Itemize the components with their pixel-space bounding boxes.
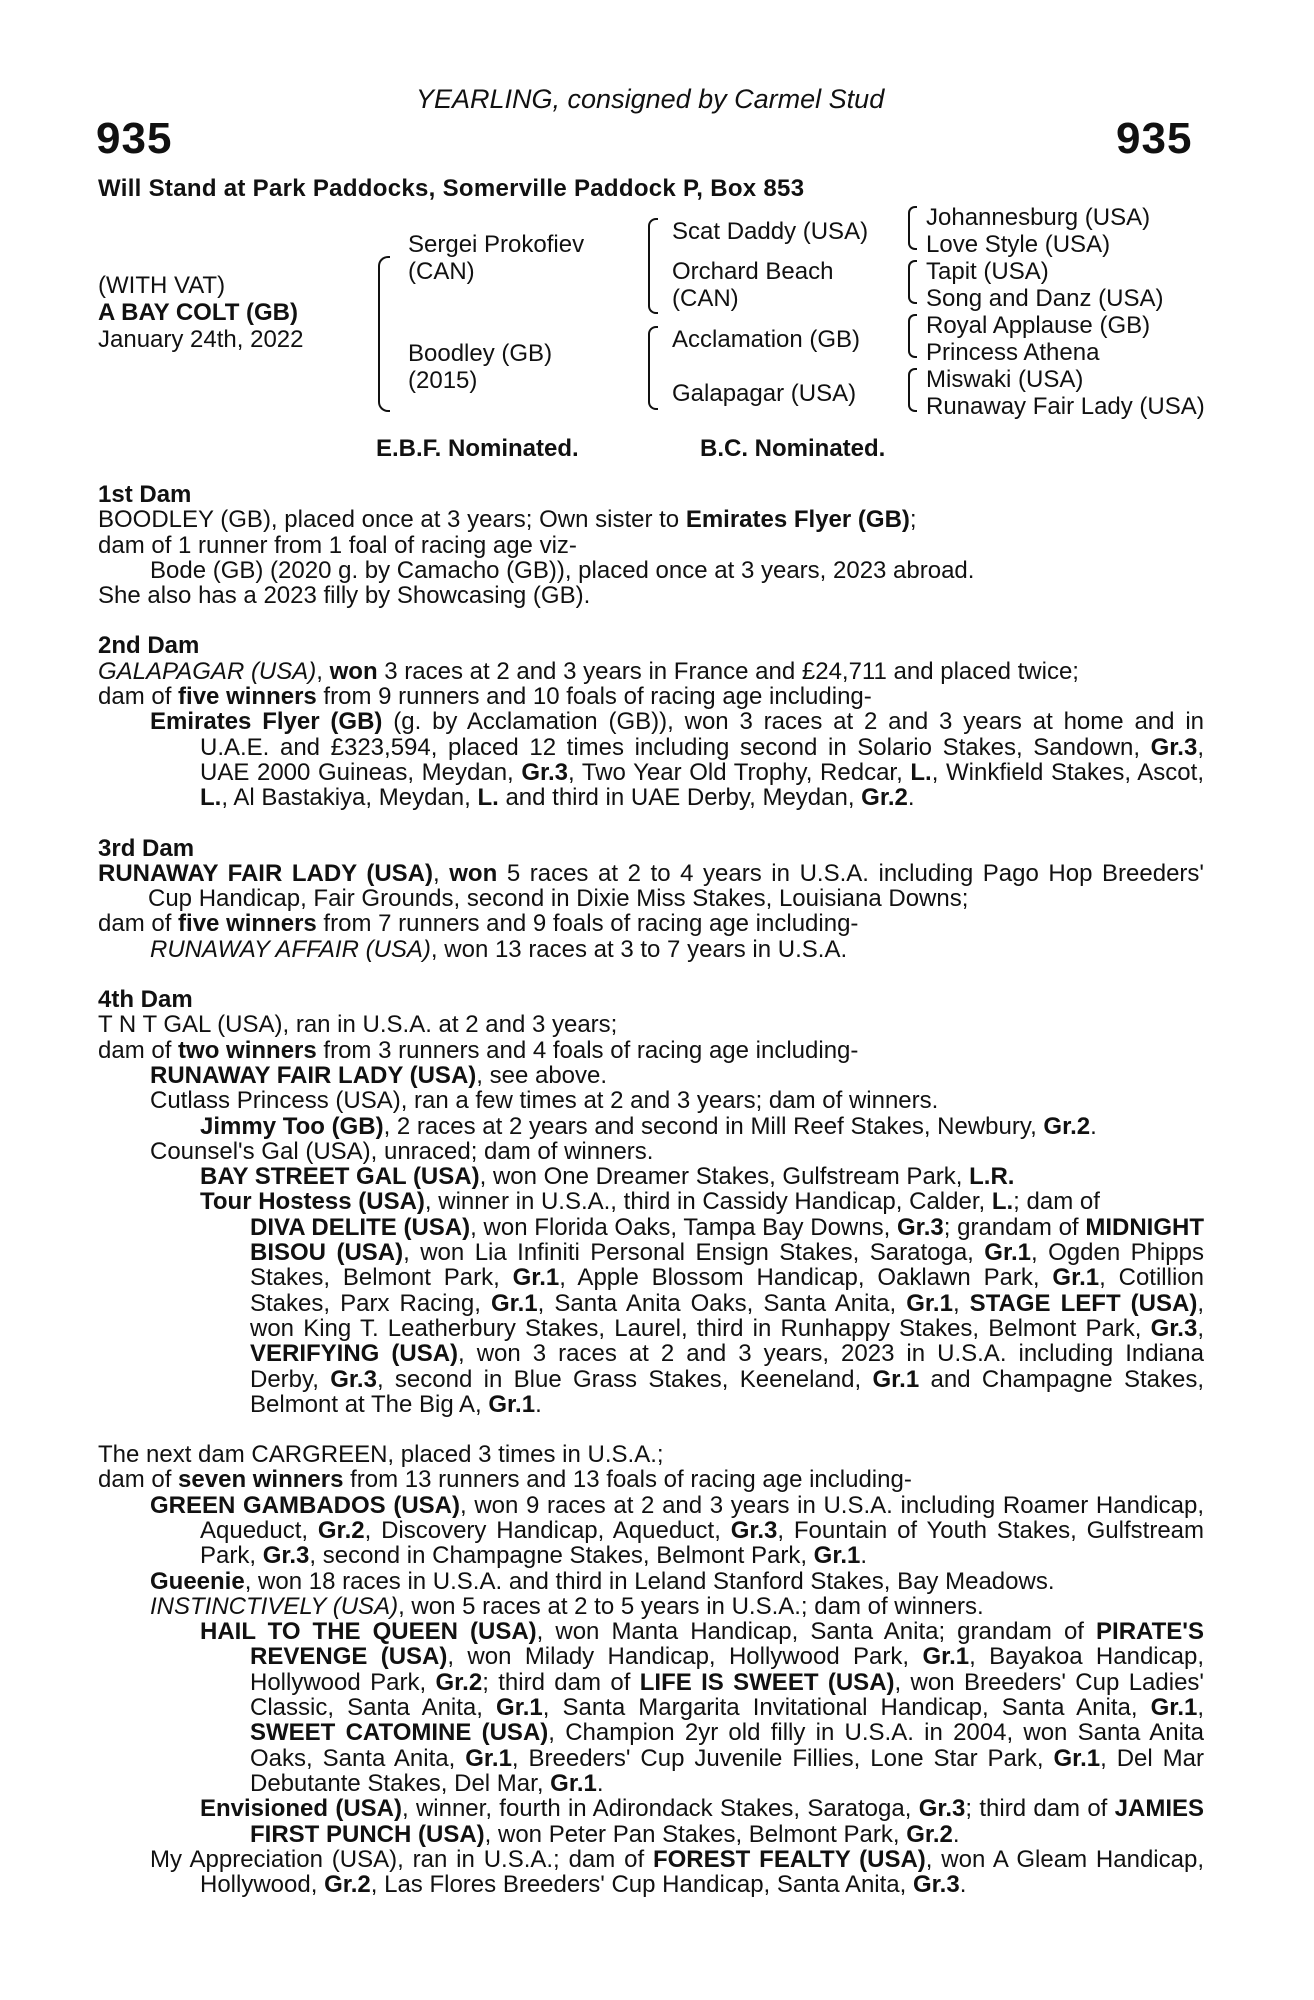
third-dam-heading: 3rd Dam (98, 834, 195, 862)
dam-year: (2015) (408, 367, 478, 394)
fourth-dam-progeny-1: RUNAWAY FAIR LADY (USA), see above. (150, 1061, 608, 1089)
fourth-dam-progeny-2: Cutlass Princess (USA), ran a few times at 2 and 3 years; dam of winners. (150, 1087, 939, 1115)
first-dam-note: She also has a 2023 filly by Showcasing (GB). (98, 582, 591, 610)
bc-nomination: B.C. Nominated. (700, 435, 886, 462)
ebf-nomination: E.B.F. Nominated. (376, 435, 579, 462)
dam-sire-sire: Royal Applause (GB) (926, 312, 1151, 339)
horse-name: A BAY COLT (GB) (98, 299, 299, 326)
sire-dam-name: Orchard Beach (672, 258, 834, 285)
sire-sire-sire: Johannesburg (USA) (926, 204, 1151, 231)
fourth-dam-heading: 4th Dam (98, 986, 193, 1014)
fourth-dam-grandprogeny-2: BAY STREET GAL (USA), won One Dreamer Stakes, Gulfstream Park, L.R. (200, 1163, 1015, 1191)
next-dam-grandprogeny-1: HAIL TO THE QUEEN (USA), won Manta Handicap, Santa Anita; grandam of PIRATE'S REVENGE (USA), won Milady Handicap, Hollywood Park, Gr.1, Bayakoa Handicap, Hollywood Park, Gr.2; third dam of LIFE IS SWEET (USA), won Breeders' Cup Ladies' Classic, Santa Anita, Gr.1, Santa Margarita Invitational Handicap, Santa Anita, Gr.1, SWEET CATOMINE (USA), Champion 2yr old filly in U.S.A. in 2004, won Santa Anita Oaks, Santa Anita, Gr.1, Breeders' Cup Juvenile Fillies, Lone Star Park, Gr.1, Del Mar Debutante Stakes, Del Mar, Gr.1. (200, 1618, 1205, 1797)
consignment-line: YEARLING, consigned by Carmel Stud (416, 84, 885, 114)
fourth-dam-produce-line: dam of two winners from 3 runners and 4 foals of racing age including- (98, 1036, 859, 1064)
dam-sire-dam: Princess Athena (926, 339, 1100, 366)
fourth-dam-descendants: DIVA DELITE (USA), won Florida Oaks, Tampa Bay Downs, Gr.3; grandam of MIDNIGHT BISOU (USA), won Lia Infiniti Personal Ensign Stakes, Saratoga, Gr.1, Ogden Phipps Stakes, Belmont Park, Gr.1, Apple Blossom Handicap, Oaklawn Park, Gr.1, Cotillion Stakes, Parx Racing, Gr.1, Santa Anita Oaks, Santa Anita, Gr.1, STAGE LEFT (USA), won King T. Leatherbury Stakes, Laurel, third in Runhappy Stakes, Belmont Park, Gr.3, VERIFYING (USA), won 3 races at 2 and 3 years, 2023 in U.S.A. including Indiana Derby, Gr.3, second in Blue Grass Stakes, Keeneland, Gr.1 and Champagne Stakes, Belmont at The Big A, Gr.1. (250, 1213, 1205, 1418)
next-dam-progeny-3: INSTINCTIVELY (USA), won 5 races at 2 to 5 years in U.S.A.; dam of winners. (150, 1592, 984, 1620)
vat-note: (WITH VAT) (98, 272, 226, 299)
second-dam-progeny: Emirates Flyer (GB) (g. by Acclamation (GB)), won 3 races at 2 and 3 years at home and in U.A.E. and £323,594, placed 12 times including second in Solario Stakes, Sandown, Gr.3, UAE 2000 Guineas, Meydan, Gr.3, Two Year Old Trophy, Redcar, L., Winkfield Stakes, Ascot, L., Al Bastakiya, Meydan, L. and third in UAE Derby, Meydan, Gr.2. (150, 708, 1205, 812)
fourth-dam-section (98, 987, 1204, 1417)
second-dam-produce-line: dam of five winners from 9 runners and 10 foals of racing age including- (98, 683, 872, 711)
sire-dam-sire: Tapit (USA) (926, 258, 1049, 285)
stand-location: Will Stand at Park Paddocks, Somerville Paddock P, Box 853 (98, 175, 805, 202)
sire-dam-dam: Song and Danz (USA) (926, 285, 1164, 312)
fourth-dam-grandprogeny-3: Tour Hostess (USA), winner in U.S.A., third in Cassidy Handicap, Calder, L.; dam of (200, 1188, 1100, 1216)
fourth-dam-progeny-3: Counsel's Gal (USA), unraced; dam of winners. (150, 1137, 654, 1165)
dam-dam: Galapagar (USA) (672, 380, 857, 407)
next-dam-grandprogeny-2: Envisioned (USA), winner, fourth in Adirondack Stakes, Saratoga, Gr.3; third dam of JAMIES FIRST PUNCH (USA), won Peter Pan Stakes, Belmont Park, Gr.2. (200, 1795, 1204, 1848)
next-dam-progeny-2: Gueenie, won 18 races in U.S.A. and third in Leland Stanford Stakes, Bay Meadows. (150, 1567, 1055, 1595)
dam-sire: Acclamation (GB) (672, 326, 861, 353)
pedigree-brace-sd (908, 260, 917, 304)
first-dam-foal: Bode (GB) (2020 g. by Camacho (GB)), placed once at 3 years, 2023 abroad. (150, 556, 975, 584)
next-dam-progeny-1: GREEN GAMBADOS (USA), won 9 races at 2 and 3 years in U.S.A. including Roamer Handicap, Aqueduct, Gr.2, Discovery Handicap, Aqueduct, Gr.3, Fountain of Youth Stakes, Gulfstream Park, Gr.3, second in Champagne Stakes, Belmont Park, Gr.1. (150, 1491, 1204, 1570)
pedigree-brace-main (378, 256, 390, 412)
next-dam-produce-line: dam of seven winners from 13 runners and 13 foals of racing age including- (98, 1466, 912, 1494)
pedigree-brace-ds (908, 314, 917, 358)
second-dam-section (98, 633, 1204, 810)
third-dam-produce-line: dam of five winners from 7 runners and 9 foals of racing age including- (98, 910, 859, 938)
first-dam-section (98, 482, 1204, 608)
pedigree-brace-dam (648, 326, 658, 410)
dam-dam-dam: Runaway Fair Lady (USA) (926, 393, 1205, 420)
dam-name: Boodley (GB) (408, 340, 553, 367)
pedigree-brace-dd (908, 368, 917, 412)
next-dam-line: The next dam CARGREEN, placed 3 times in U.S.A.; (98, 1441, 664, 1469)
family-notes (98, 482, 1204, 1897)
sire-sire: Scat Daddy (USA) (672, 218, 869, 245)
sire-dam-country: (CAN) (672, 285, 739, 312)
second-dam-heading: 2nd Dam (98, 632, 200, 660)
lot-number-right: 935 (1116, 114, 1193, 163)
second-dam-line: GALAPAGAR (USA), won 3 races at 2 and 3 years in France and £24,711 and placed twice; (98, 657, 1079, 685)
pedigree-brace-ss (908, 206, 917, 250)
foaling-date: January 24th, 2022 (98, 326, 304, 353)
third-dam-progeny: RUNAWAY AFFAIR (USA), won 13 races at 3 to 7 years in U.S.A. (150, 935, 848, 963)
first-dam-produce-line: dam of 1 runner from 1 foal of racing age viz- (98, 531, 577, 559)
third-dam-line: RUNAWAY FAIR LADY (USA), won 5 races at 2 to 4 years in U.S.A. including Pago Hop Breeders' Cup Handicap, Fair Grounds, second in Dixie Miss Stakes, Louisiana Downs; (98, 859, 1204, 913)
fourth-dam-line: T N T GAL (USA), ran in U.S.A. at 2 and 3 years; (98, 1011, 618, 1039)
fourth-dam-grandprogeny-1: Jimmy Too (GB), 2 races at 2 years and second in Mill Reef Stakes, Newbury, Gr.2. (200, 1112, 1097, 1140)
sire-name: Sergei Prokofiev (408, 231, 585, 258)
next-dam-grandprogeny-3: My Appreciation (USA), ran in U.S.A.; dam of FOREST FEALTY (USA), won A Gleam Handicap, Hollywood, Gr.2, Las Flores Breeders' Cup Handicap, Santa Anita, Gr.3. (150, 1845, 1204, 1899)
pedigree-brace-sire (648, 218, 658, 314)
next-dam-section (98, 1442, 1204, 1897)
third-dam-section (98, 836, 1204, 962)
dam-dam-sire: Miswaki (USA) (926, 366, 1084, 393)
first-dam-heading: 1st Dam (98, 481, 192, 508)
lot-number-left: 935 (96, 114, 173, 163)
sire-sire-dam: Love Style (USA) (926, 231, 1111, 258)
first-dam-line: BOODLEY (GB), placed once at 3 years; Own sister to Emirates Flyer (GB); (98, 506, 917, 534)
sire-country: (CAN) (408, 258, 475, 285)
